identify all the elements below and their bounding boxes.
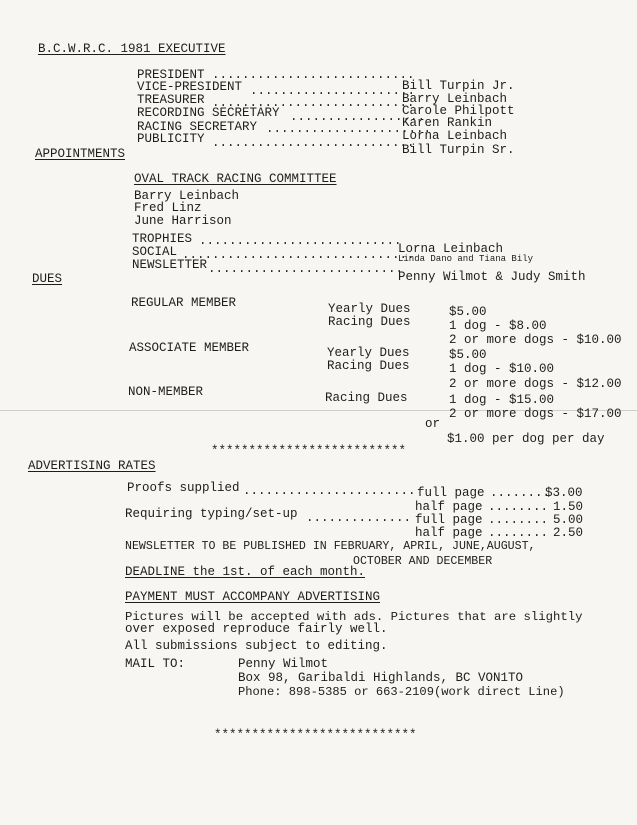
exec-role-president: PRESIDENT	[137, 68, 205, 82]
typing-full-price: 5.00	[553, 513, 584, 527]
dues-heading: DUES	[32, 272, 63, 286]
payment-notice: PAYMENT MUST ACCOMPANY ADVERTISING	[125, 590, 381, 604]
exec-role-racing-secretary: RACING SECRETARY	[137, 120, 258, 134]
schedule-line2: OCTOBER AND DECEMBER	[353, 555, 493, 568]
dot-leader: ...........................	[212, 136, 415, 150]
committee-title: OVAL TRACK RACING COMMITTEE	[134, 172, 337, 186]
non-member-more-dogs: 2 or more dogs - $17.00	[449, 407, 622, 421]
associate-racing-label: Racing Dues	[327, 359, 410, 373]
appointment-name-newsletter: Penny Wilmot & Judy Smith	[398, 270, 586, 284]
proofs-half-price: 1.50	[553, 500, 584, 514]
typing-full-label: full page	[415, 513, 483, 527]
proofs-full-label: full page	[417, 486, 485, 500]
appointment-role-social: SOCIAL	[132, 245, 178, 259]
dot-leader: ........	[490, 486, 551, 500]
dot-leader: ...........................	[199, 234, 402, 248]
proofs-full-price: $3.00	[545, 486, 583, 500]
dot-leader: ..............	[306, 511, 412, 525]
associate-one-dog: 1 dog - $10.00	[449, 362, 555, 376]
appointment-role-trophies: TROPHIES	[132, 232, 193, 246]
dot-leader: ........	[488, 513, 549, 527]
editing-notice: All submissions subject to editing.	[125, 639, 388, 653]
typing-half-price: 2.50	[553, 526, 584, 540]
pictures-line2: over exposed reproduce fairly well.	[125, 622, 388, 636]
regular-more-dogs: 2 or more dogs - $10.00	[449, 333, 622, 347]
appointment-name-trophies: Lorna Leinbach	[398, 242, 504, 256]
non-member-or: or	[425, 417, 441, 431]
dot-leader: .......................	[243, 484, 416, 498]
regular-racing-label: Racing Dues	[328, 315, 411, 329]
exec-role-treasurer: TREASURER	[137, 93, 205, 107]
non-member-per-dog: $1.00 per dog per day	[447, 432, 605, 446]
non-member-one-dog: 1 dog - $15.00	[449, 393, 555, 407]
mail-address: Box 98, Garibaldi Highlands, BC VON1TO	[238, 671, 524, 685]
proofs-half-label: half page	[415, 500, 483, 514]
associate-yearly-label: Yearly Dues	[327, 346, 410, 360]
mail-name: Penny Wilmot	[238, 657, 329, 671]
regular-yearly-amount: $5.00	[449, 305, 487, 319]
exec-name-recording-secretary: Karen Rankin	[402, 116, 493, 130]
exec-name-vice-president: Barry Leinbach	[402, 92, 508, 106]
dot-leader: ......................	[250, 84, 416, 98]
appointment-name-social: Linda Dano and Tiana Bily	[398, 254, 534, 264]
associate-more-dogs: 2 or more dogs - $12.00	[449, 377, 622, 391]
regular-one-dog: 1 dog - $8.00	[449, 319, 547, 333]
page-title: B.C.W.R.C. 1981 EXECUTIVE	[38, 42, 226, 56]
appointments-heading: APPOINTMENTS	[35, 147, 126, 161]
non-member-label: NON-MEMBER	[128, 385, 204, 399]
proofs-label: Proofs supplied	[127, 481, 240, 495]
dot-leader: ......................	[266, 122, 432, 136]
footer-separator-stars: ***************************	[214, 728, 417, 742]
exec-role-publicity: PUBLICITY	[137, 132, 205, 146]
typing-half-label: half page	[415, 526, 483, 540]
regular-member-label: REGULAR MEMBER	[131, 296, 237, 310]
appointment-role-newsletter: NEWSLETTER	[132, 258, 208, 272]
associate-member-label: ASSOCIATE MEMBER	[129, 341, 250, 355]
non-member-racing-label: Racing Dues	[325, 391, 408, 405]
mail-to-label: MAIL TO:	[125, 657, 186, 671]
associate-yearly-amount: $5.00	[449, 348, 487, 362]
exec-name-racing-secretary: Lorna Leinbach	[402, 129, 508, 143]
exec-name-publicity: Bill Turpin Sr.	[402, 143, 515, 157]
deadline-notice: DEADLINE the 1st. of each month.	[125, 565, 366, 579]
dot-leader: ...............................	[182, 248, 415, 262]
committee-member: Barry Leinbach	[134, 189, 240, 203]
separator-stars: **************************	[211, 444, 407, 458]
exec-name-president: Bill Turpin Jr.	[402, 79, 515, 93]
typing-label: Requiring typing/set-up	[125, 507, 298, 521]
exec-role-recording-secretary: RECORDING SECRETARY	[137, 106, 280, 120]
dot-leader: ........	[488, 500, 549, 514]
committee-member: June Harrison	[134, 214, 232, 228]
dot-leader: ...........................	[212, 96, 415, 110]
exec-role-vice-president: VICE-PRESIDENT	[137, 80, 243, 94]
exec-name-treasurer: Carole Philpott	[402, 104, 515, 118]
committee-member: Fred Linz	[134, 201, 202, 215]
dot-leader: ........	[488, 526, 549, 540]
advertising-heading: ADVERTISING RATES	[28, 459, 156, 473]
pictures-line1: Pictures will be accepted with ads. Pictures that are slightly	[125, 610, 583, 624]
schedule-line1: NEWSLETTER TO BE PUBLISHED IN FEBRUARY, APRIL, JUNE,AUGUST,	[125, 540, 536, 553]
dot-leader: ..........................	[208, 262, 404, 276]
dot-leader: ...........................	[212, 68, 415, 82]
mail-phone: Phone: 898-5385 or 663-2109(work direct Line)	[238, 685, 565, 699]
dot-leader: ..................	[290, 110, 426, 124]
regular-yearly-label: Yearly Dues	[328, 302, 411, 316]
